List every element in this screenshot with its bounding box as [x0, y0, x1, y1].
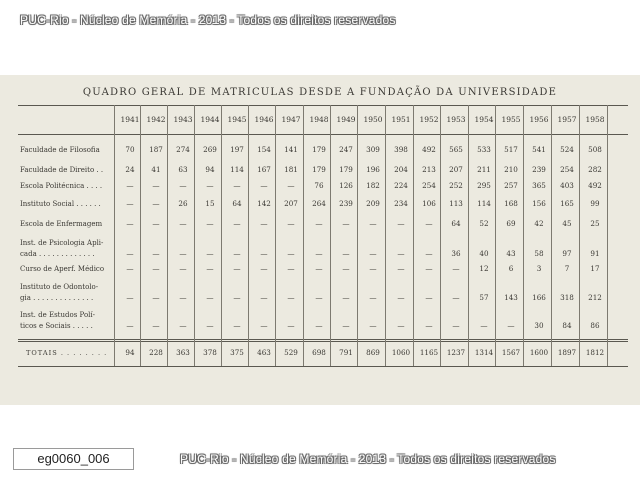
- row-label: Inst. de Psicologia Apli-: [20, 239, 104, 247]
- table-cell: —: [260, 249, 268, 258]
- table-cell: 114: [230, 165, 244, 174]
- table-cell: 36: [451, 249, 461, 258]
- table-cell: 179: [339, 165, 353, 174]
- table-cell: —: [425, 321, 433, 330]
- table-cell: —: [342, 264, 350, 273]
- row-label: cada . . . . . . . . . . . . .: [20, 250, 95, 258]
- row-label: Faculdade de Filosofia: [20, 146, 100, 154]
- totals-cell: 869: [366, 348, 380, 357]
- table-cell: —: [233, 249, 241, 258]
- table-cell: —: [126, 249, 134, 258]
- table-cell: 143: [504, 293, 518, 302]
- table-cell: —: [206, 249, 214, 258]
- table-cell: 269: [203, 145, 217, 154]
- table-cell: 207: [284, 199, 298, 208]
- table-cell: 309: [366, 145, 380, 154]
- table-cell: —: [179, 293, 187, 302]
- table-cell: —: [287, 264, 295, 273]
- year-header: 1945: [227, 115, 247, 124]
- table-cell: 58: [534, 249, 544, 258]
- table-cell: —: [452, 264, 460, 273]
- table-cell: —: [206, 181, 214, 190]
- table-cell: 17: [590, 264, 600, 273]
- table-cell: 541: [532, 145, 546, 154]
- table-cell: —: [480, 321, 488, 330]
- totals-cell: 1567: [501, 348, 521, 357]
- table-cell: 524: [560, 145, 574, 154]
- row-label: ticos e Sociais . . . . .: [20, 322, 93, 330]
- table-cell: 106: [422, 199, 436, 208]
- table-cell: —: [397, 293, 405, 302]
- table-cell: 264: [312, 199, 326, 208]
- table-top-rule: [18, 105, 628, 106]
- year-header: 1942: [146, 115, 166, 124]
- table-cell: 30: [534, 321, 544, 330]
- table-cell: —: [233, 264, 241, 273]
- row-label: gia . . . . . . . . . . . . . .: [20, 294, 94, 302]
- row-label: Instituto Social . . . . . .: [20, 200, 101, 208]
- table-cell: —: [233, 181, 241, 190]
- table-cell: 91: [590, 249, 600, 258]
- totals-cell: 1237: [446, 348, 466, 357]
- table-cell: 274: [176, 145, 190, 154]
- totals-cell: 1897: [557, 348, 577, 357]
- table-cell: 6: [508, 264, 514, 273]
- table-cell: —: [425, 264, 433, 273]
- scanned-document-page: [0, 75, 640, 405]
- table-cell: 3: [536, 264, 542, 273]
- totals-cell: 1165: [419, 348, 439, 357]
- table-cell: 318: [560, 293, 574, 302]
- table-cell: —: [369, 219, 377, 228]
- totals-cell: 228: [149, 348, 163, 357]
- row-label: Faculdade de Direito . .: [20, 166, 104, 174]
- table-totals-top-rule: [18, 339, 628, 340]
- table-cell: —: [152, 249, 160, 258]
- table-cell: —: [397, 219, 405, 228]
- year-header: 1957: [557, 115, 577, 124]
- table-cell: —: [369, 264, 377, 273]
- table-cell: 41: [151, 165, 161, 174]
- table-cell: 97: [562, 249, 572, 258]
- table-cell: —: [206, 264, 214, 273]
- table-cell: —: [179, 219, 187, 228]
- totals-cell: 1314: [474, 348, 494, 357]
- table-cell: 70: [125, 145, 135, 154]
- table-cell: 181: [284, 165, 298, 174]
- table-cell: 398: [394, 145, 408, 154]
- table-cell: 165: [560, 199, 574, 208]
- table-cell: 166: [532, 293, 546, 302]
- table-cell: 45: [562, 219, 572, 228]
- table-cell: 25: [590, 219, 600, 228]
- year-header: 1944: [200, 115, 220, 124]
- table-cell: —: [152, 321, 160, 330]
- table-cell: 247: [339, 145, 353, 154]
- table-cell: —: [342, 321, 350, 330]
- table-cell: 154: [257, 145, 271, 154]
- table-cell: 43: [506, 249, 516, 258]
- table-cell: 24: [125, 165, 135, 174]
- totals-cell: 363: [176, 348, 190, 357]
- table-cell: —: [206, 293, 214, 302]
- table-cell: —: [152, 264, 160, 273]
- table-cell: 12: [479, 264, 489, 273]
- table-cell: 492: [422, 145, 436, 154]
- table-cell: 257: [504, 181, 518, 190]
- table-cell: 224: [394, 181, 408, 190]
- table-cell: —: [260, 264, 268, 273]
- table-cell: 26: [178, 199, 188, 208]
- year-header: 1955: [501, 115, 521, 124]
- table-cell: 211: [477, 165, 491, 174]
- table-cell: —: [507, 321, 515, 330]
- table-cell: 508: [588, 145, 602, 154]
- table-cell: —: [315, 293, 323, 302]
- table-cell: —: [179, 249, 187, 258]
- table-cell: 156: [532, 199, 546, 208]
- year-header: 1956: [529, 115, 549, 124]
- year-header: 1946: [254, 115, 274, 124]
- table-cell: 210: [504, 165, 518, 174]
- totals-cell: 378: [203, 348, 217, 357]
- table-cell: 254: [422, 181, 436, 190]
- row-label: Escola de Enfermagem: [20, 220, 103, 228]
- year-header: 1949: [336, 115, 356, 124]
- table-cell: —: [315, 321, 323, 330]
- table-cell: 64: [451, 219, 461, 228]
- table-cell: —: [126, 264, 134, 273]
- table-cell: —: [452, 321, 460, 330]
- table-cell: —: [206, 219, 214, 228]
- table-cell: —: [179, 264, 187, 273]
- table-cell: —: [397, 264, 405, 273]
- table-cell: —: [369, 293, 377, 302]
- year-header: 1951: [391, 115, 411, 124]
- totals-cell: 1812: [585, 348, 605, 357]
- table-cell: —: [425, 249, 433, 258]
- table-cell: —: [315, 264, 323, 273]
- table-cell: 187: [149, 145, 163, 154]
- table-cell: —: [126, 199, 134, 208]
- table-cell: 99: [590, 199, 600, 208]
- document-title: QUADRO GERAL DE MATRICULAS DESDE A FUNDAÇÃO DA UNIVERSIDADE: [82, 87, 558, 98]
- table-cell: —: [287, 249, 295, 258]
- table-cell: 168: [504, 199, 518, 208]
- table-cell: —: [287, 293, 295, 302]
- table-cell: —: [152, 199, 160, 208]
- table-cell: 84: [562, 321, 572, 330]
- table-cell: 239: [532, 165, 546, 174]
- table-cell: —: [342, 219, 350, 228]
- table-cell: 114: [477, 199, 491, 208]
- table-cell: —: [260, 219, 268, 228]
- totals-cell: 375: [230, 348, 244, 357]
- table-cell: 7: [564, 264, 570, 273]
- table-cell: —: [452, 293, 460, 302]
- table-cell: 234: [394, 199, 408, 208]
- table-cell: —: [152, 181, 160, 190]
- table-cell: 15: [205, 199, 215, 208]
- row-label: Curso de Aperf. Médico: [20, 265, 105, 273]
- table-cell: 113: [449, 199, 463, 208]
- table-cell: 42: [534, 219, 544, 228]
- table-cell: 69: [506, 219, 516, 228]
- table-cell: 282: [588, 165, 602, 174]
- table-cell: 196: [366, 165, 380, 174]
- table-cell: —: [425, 219, 433, 228]
- table-cell: 57: [479, 293, 489, 302]
- totals-cell: 1600: [529, 348, 549, 357]
- year-header: 1953: [446, 115, 466, 124]
- table-bottom-rule: [18, 366, 628, 367]
- totals-cell: 529: [284, 348, 298, 357]
- year-header: 1943: [173, 115, 193, 124]
- totals-cell: 698: [312, 348, 326, 357]
- table-totals-top-rule-2: [18, 341, 628, 342]
- table-cell: —: [369, 321, 377, 330]
- table-cell: —: [315, 219, 323, 228]
- row-label: Instituto de Odontolo-: [20, 283, 99, 291]
- watermark-bottom: PUC-Rio - Núcleo de Memória - 2013 - Todos os direitos reservados: [180, 452, 556, 466]
- table-cell: 126: [339, 181, 353, 190]
- year-header: 1952: [419, 115, 439, 124]
- table-cell: 533: [477, 145, 491, 154]
- table-cell: 86: [590, 321, 600, 330]
- year-header: 1950: [363, 115, 383, 124]
- table-cell: —: [260, 321, 268, 330]
- table-cell: 295: [477, 181, 491, 190]
- table-cell: —: [287, 219, 295, 228]
- table-cell: 204: [394, 165, 408, 174]
- table-cell: —: [342, 293, 350, 302]
- table-cell: 179: [312, 165, 326, 174]
- year-header: 1947: [281, 115, 301, 124]
- table-cell: 254: [560, 165, 574, 174]
- table-cell: —: [152, 293, 160, 302]
- table-cell: 182: [366, 181, 380, 190]
- table-cell: 517: [504, 145, 518, 154]
- table-cell: —: [179, 321, 187, 330]
- table-cell: 167: [257, 165, 271, 174]
- table-cell: —: [260, 293, 268, 302]
- totals-cell: 94: [125, 348, 135, 357]
- table-cell: —: [425, 293, 433, 302]
- table-cell: —: [152, 219, 160, 228]
- totals-cell: 1060: [391, 348, 411, 357]
- table-cell: 63: [178, 165, 188, 174]
- table-cell: 207: [449, 165, 463, 174]
- year-header: 1954: [474, 115, 494, 124]
- table-cell: —: [233, 321, 241, 330]
- year-header: 1948: [309, 115, 329, 124]
- totals-cell: 463: [257, 348, 271, 357]
- table-cell: 64: [232, 199, 242, 208]
- table-cell: 209: [366, 199, 380, 208]
- table-cell: —: [287, 181, 295, 190]
- table-cell: —: [397, 249, 405, 258]
- table-cell: —: [179, 181, 187, 190]
- year-header: 1941: [120, 115, 140, 124]
- table-cell: 492: [588, 181, 602, 190]
- table-cell: —: [206, 321, 214, 330]
- table-cell: —: [315, 249, 323, 258]
- table-cell: 179: [312, 145, 326, 154]
- table-cell: 565: [449, 145, 463, 154]
- table-cell: 365: [532, 181, 546, 190]
- table-cell: 141: [284, 145, 298, 154]
- table-cell: 212: [588, 293, 602, 302]
- table-cell: —: [126, 293, 134, 302]
- table-cell: 94: [205, 165, 215, 174]
- row-label: Escola Politécnica . . . .: [20, 182, 103, 190]
- row-label: Inst. de Estudos Polí-: [20, 311, 95, 319]
- totals-cell: 791: [339, 348, 353, 357]
- table-cell: 197: [230, 145, 244, 154]
- table-cell: —: [369, 249, 377, 258]
- table-cell: 213: [422, 165, 436, 174]
- table-cell: —: [126, 219, 134, 228]
- table-cell: 76: [314, 181, 324, 190]
- table-cell: 142: [257, 199, 271, 208]
- table-cell: —: [126, 321, 134, 330]
- image-code-label: eg0060_006: [13, 448, 134, 470]
- table-cell: 52: [479, 219, 489, 228]
- table-cell: 239: [339, 199, 353, 208]
- table-cell: —: [287, 321, 295, 330]
- table-cell: —: [260, 181, 268, 190]
- year-header: 1958: [585, 115, 605, 124]
- table-cell: —: [397, 321, 405, 330]
- table-cell: 40: [479, 249, 489, 258]
- totals-label: TOTAIS . . . . . . . .: [26, 349, 108, 357]
- table-cell: —: [233, 219, 241, 228]
- table-header-rule: [18, 134, 628, 135]
- table-cell: —: [342, 249, 350, 258]
- table-cell: 403: [560, 181, 574, 190]
- watermark-top: PUC-Rio - Núcleo de Memória - 2013 - Todos os direitos reservados: [20, 13, 396, 27]
- table-cell: —: [233, 293, 241, 302]
- table-cell: 252: [449, 181, 463, 190]
- table-cell: —: [126, 181, 134, 190]
